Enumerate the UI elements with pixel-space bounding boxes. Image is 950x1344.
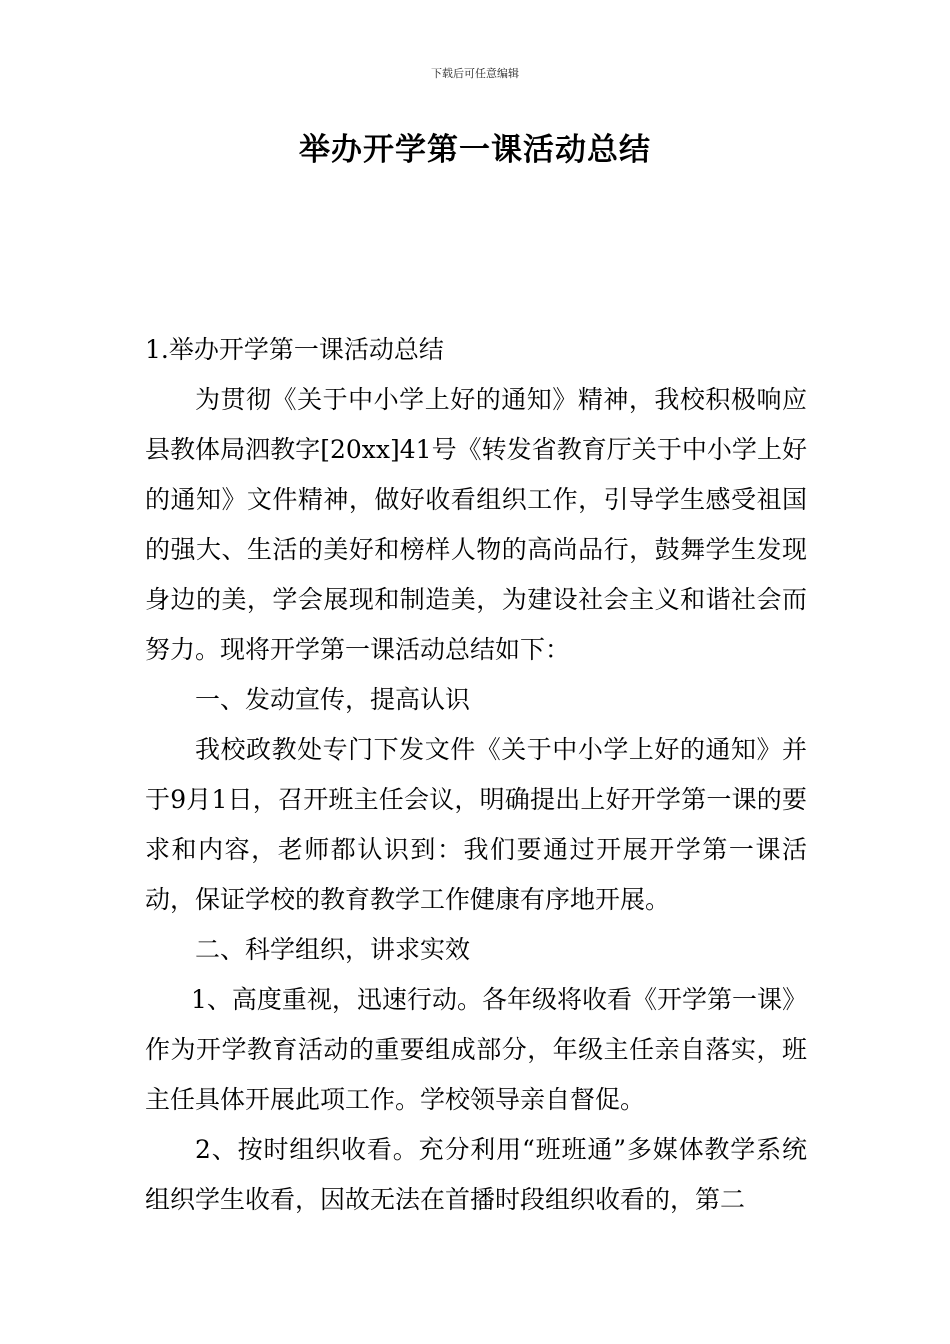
paragraph: 2、按时组织收看。充分利用“班班通”多媒体教学系统组织学生收看，因故无法在首播时段组织收看的，第二 xyxy=(145,1135,807,1214)
subsection-heading: 二、科学组织，讲求实效 xyxy=(195,935,471,964)
paragraph: 为贯彻《关于中小学上好的通知》精神，我校积极响应县教体局泗教字[20xx]41号《转发省教育厅关于中小学上好的通知》文件精神，做好收看组织工作，引导学生感受祖国的强大、生活的美好和榜样人物的高尚品行，鼓舞学生发现身边的美，学会展现和制造美，为建设社会主义和谐社会而努力。现将开学第一课活动总结如下： xyxy=(145,385,807,664)
subsection-heading: 一、发动宣传，提高认识 xyxy=(195,685,471,714)
section-heading: 1.举办开学第一课活动总结 xyxy=(145,335,444,364)
header-note: 下载后可任意编辑 xyxy=(431,67,519,80)
document-body xyxy=(145,325,807,1225)
paragraph: 我校政教处专门下发文件《关于中小学上好的通知》并于9月1日，召开班主任会议，明确提出上好开学第一课的要求和内容，老师都认识到：我们要通过开展开学第一课活动，保证学校的教育教学工作健康有序地开展。 xyxy=(145,735,807,914)
document-title: 举办开学第一课活动总结 xyxy=(299,132,651,168)
paragraph: 1、高度重视，迅速行动。各年级将收看《开学第一课》作为开学教育活动的重要组成部分，年级主任亲自落实，班主任具体开展此项工作。学校领导亲自督促。 xyxy=(145,985,807,1114)
